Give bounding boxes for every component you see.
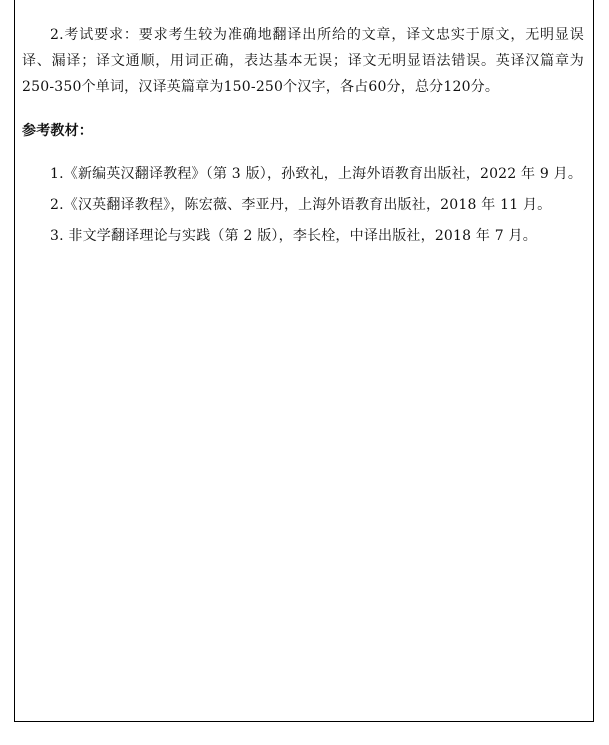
references-heading: 参考教材： (22, 123, 93, 139)
reference-item-3: 3. 非文学翻译理论与实践（第 2 版），李长栓，中译出版社，2018 年 7 月。 (50, 228, 537, 244)
reference-item-2: 2.《汉英翻译教程》，陈宏薇、李亚丹，上海外语教育出版社，2018 年 11 月。 (50, 197, 552, 213)
document-content (22, 22, 584, 253)
exam-requirement-paragraph: 2.考试要求：要求考生较为准确地翻译出所给的文章，译文忠实于原文，无明显误译、漏译；译文通顺，用词正确，表达基本无误；译文无明显语法错误。英译汉篇章为250-350个单词，汉译英篇章为150-250个汉字，各占60分，总分120分。 (22, 27, 584, 95)
reference-item-1: 1.《新编英汉翻译教程》（第 3 版），孙致礼，上海外语教育出版社，2022 年 9 月。 (50, 166, 583, 182)
reference-list (22, 160, 584, 251)
